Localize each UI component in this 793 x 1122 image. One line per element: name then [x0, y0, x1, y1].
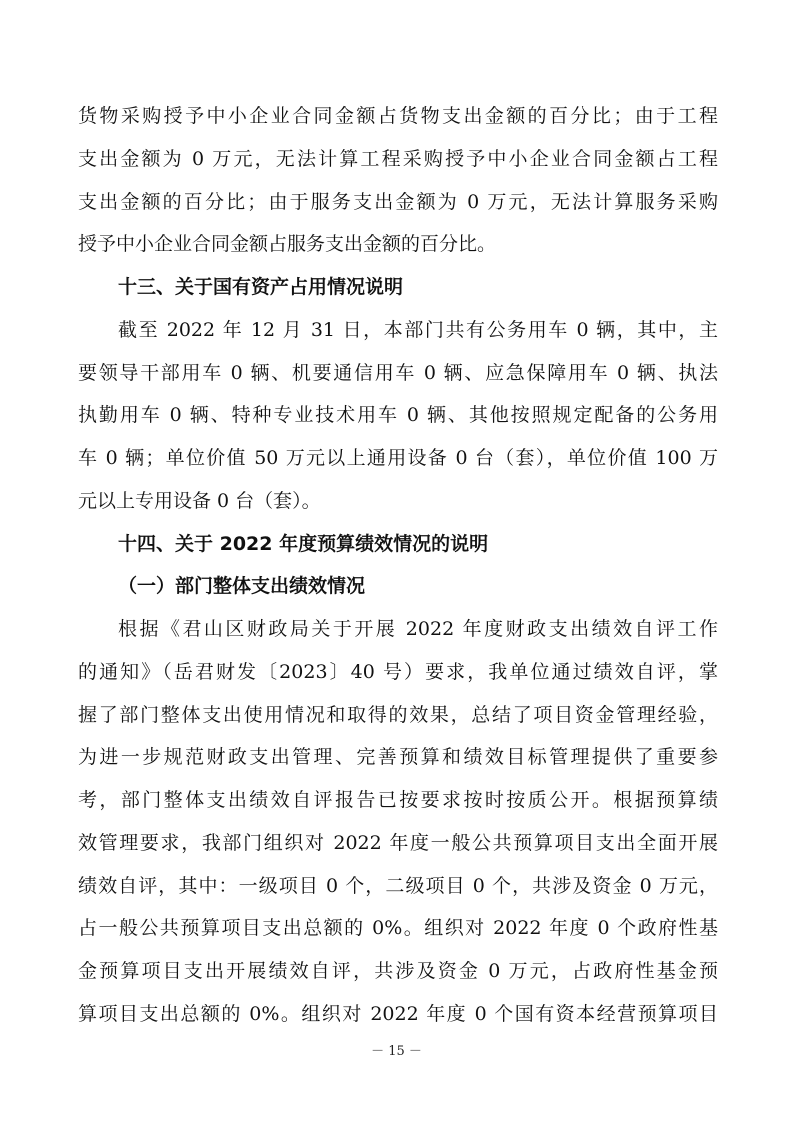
section-heading-14: 十四、关于 2022 年度预算绩效情况的说明	[118, 533, 489, 555]
paragraph-line: 截至 2022 年 12 月 31 日，本部门共有公务用车 0 辆，其中，主	[118, 319, 718, 341]
paragraph-line: 金预算项目支出开展绩效自评，共涉及资金 0 万元，占政府性基金预	[78, 960, 718, 982]
paragraph-line: 根据《君山区财政局关于开展 2022 年度财政支出绩效自评工作	[118, 618, 718, 640]
paragraph-line: 要领导干部用车 0 辆、机要通信用车 0 辆、应急保障用车 0 辆、执法	[78, 362, 718, 384]
paragraph-line: 效管理要求，我部门组织对 2022 年度一般公共预算项目支出全面开展	[78, 832, 718, 854]
section-heading-13: 十三、关于国有资产占用情况说明	[118, 276, 404, 298]
paragraph-line: 握了部门整体支出使用情况和取得的效果，总结了项目资金管理经验，	[78, 704, 718, 726]
paragraph-line: 考，部门整体支出绩效自评报告已按要求按时按质公开。根据预算绩	[78, 789, 718, 811]
page-number: － 15 －	[371, 1044, 422, 1059]
paragraph-line: 支出金额的百分比；由于服务支出金额为 0 万元，无法计算服务采购	[78, 191, 718, 213]
paragraph-line: 的通知》（岳君财发〔2023〕40 号）要求，我单位通过绩效自评，掌	[78, 661, 718, 683]
paragraph-line: 车 0 辆；单位价值 50 万元以上通用设备 0 台（套），单位价值 100 万	[78, 447, 718, 469]
paragraph-line: 元以上专用设备 0 台（套）。	[78, 490, 321, 512]
paragraph-line: 支出金额为 0 万元，无法计算工程采购授予中小企业合同金额占工程	[78, 148, 718, 170]
paragraph-line: 执勤用车 0 辆、特种专业技术用车 0 辆、其他按照规定配备的公务用	[78, 404, 718, 426]
paragraph-line: 算项目支出总额的 0%。组织对 2022 年度 0 个国有资本经营预算项目	[78, 1003, 718, 1025]
paragraph-line: 占一般公共预算项目支出总额的 0%。组织对 2022 年度 0 个政府性基	[78, 917, 718, 939]
subsection-heading: （一）部门整体支出绩效情况	[118, 575, 366, 597]
paragraph-line: 绩效自评，其中：一级项目 0 个，二级项目 0 个，共涉及资金 0 万元，	[78, 875, 718, 897]
paragraph-line: 为进一步规范财政支出管理、完善预算和绩效目标管理提供了重要参	[78, 746, 718, 768]
paragraph-line: 货物采购授予中小企业合同金额占货物支出金额的百分比；由于工程	[78, 105, 718, 127]
paragraph-line: 授予中小企业合同金额占服务支出金额的百分比。	[78, 233, 497, 255]
